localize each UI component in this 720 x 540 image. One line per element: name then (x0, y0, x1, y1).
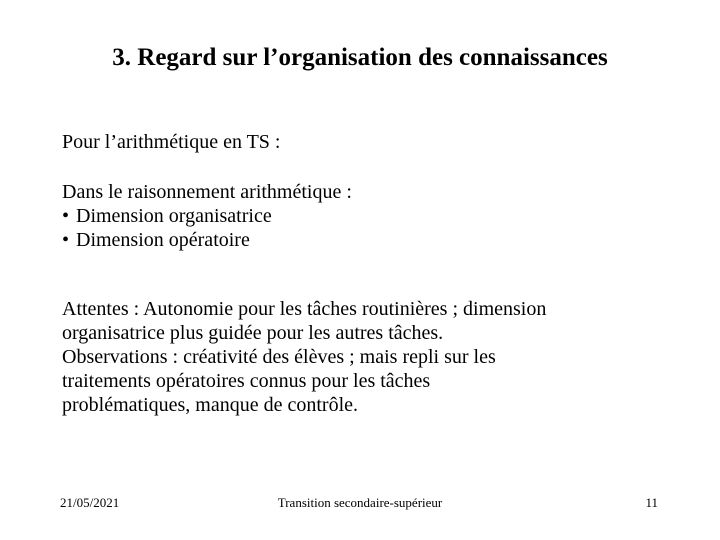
reasoning-section (62, 180, 682, 252)
bullet-label: Dimension organisatrice (76, 205, 272, 227)
intro-line: Pour l’arithmétique en TS : (62, 131, 281, 153)
bullet-icon: • (62, 229, 70, 251)
slide-title: 3. Regard sur l’organisation des connaissances (112, 44, 608, 71)
page-number: 11 (645, 495, 658, 510)
observations-line: problématiques, manque de contrôle. (62, 394, 359, 416)
bullet-label: Dimension opératoire (76, 229, 250, 251)
expectations-line: organisatrice plus guidée pour les autres tâches. (62, 322, 444, 344)
footer-date: 21/05/2021 (60, 495, 120, 510)
bullet-icon: • (62, 205, 70, 227)
expectations-line: Attentes : Autonomie pour les tâches routinières ; dimension (62, 298, 547, 320)
bullet-item (62, 228, 682, 252)
observations-line: Observations : créativité des élèves ; mais repli sur les (62, 346, 496, 368)
footer-title: Transition secondaire-supérieur (277, 495, 443, 510)
observations-line: traitements opératoires connus pour les tâches (62, 370, 431, 392)
bullet-item (62, 204, 682, 228)
intro-text (62, 130, 682, 154)
reasoning-heading: Dans le raisonnement arithmétique : (62, 181, 352, 203)
expectations-section (62, 297, 682, 417)
